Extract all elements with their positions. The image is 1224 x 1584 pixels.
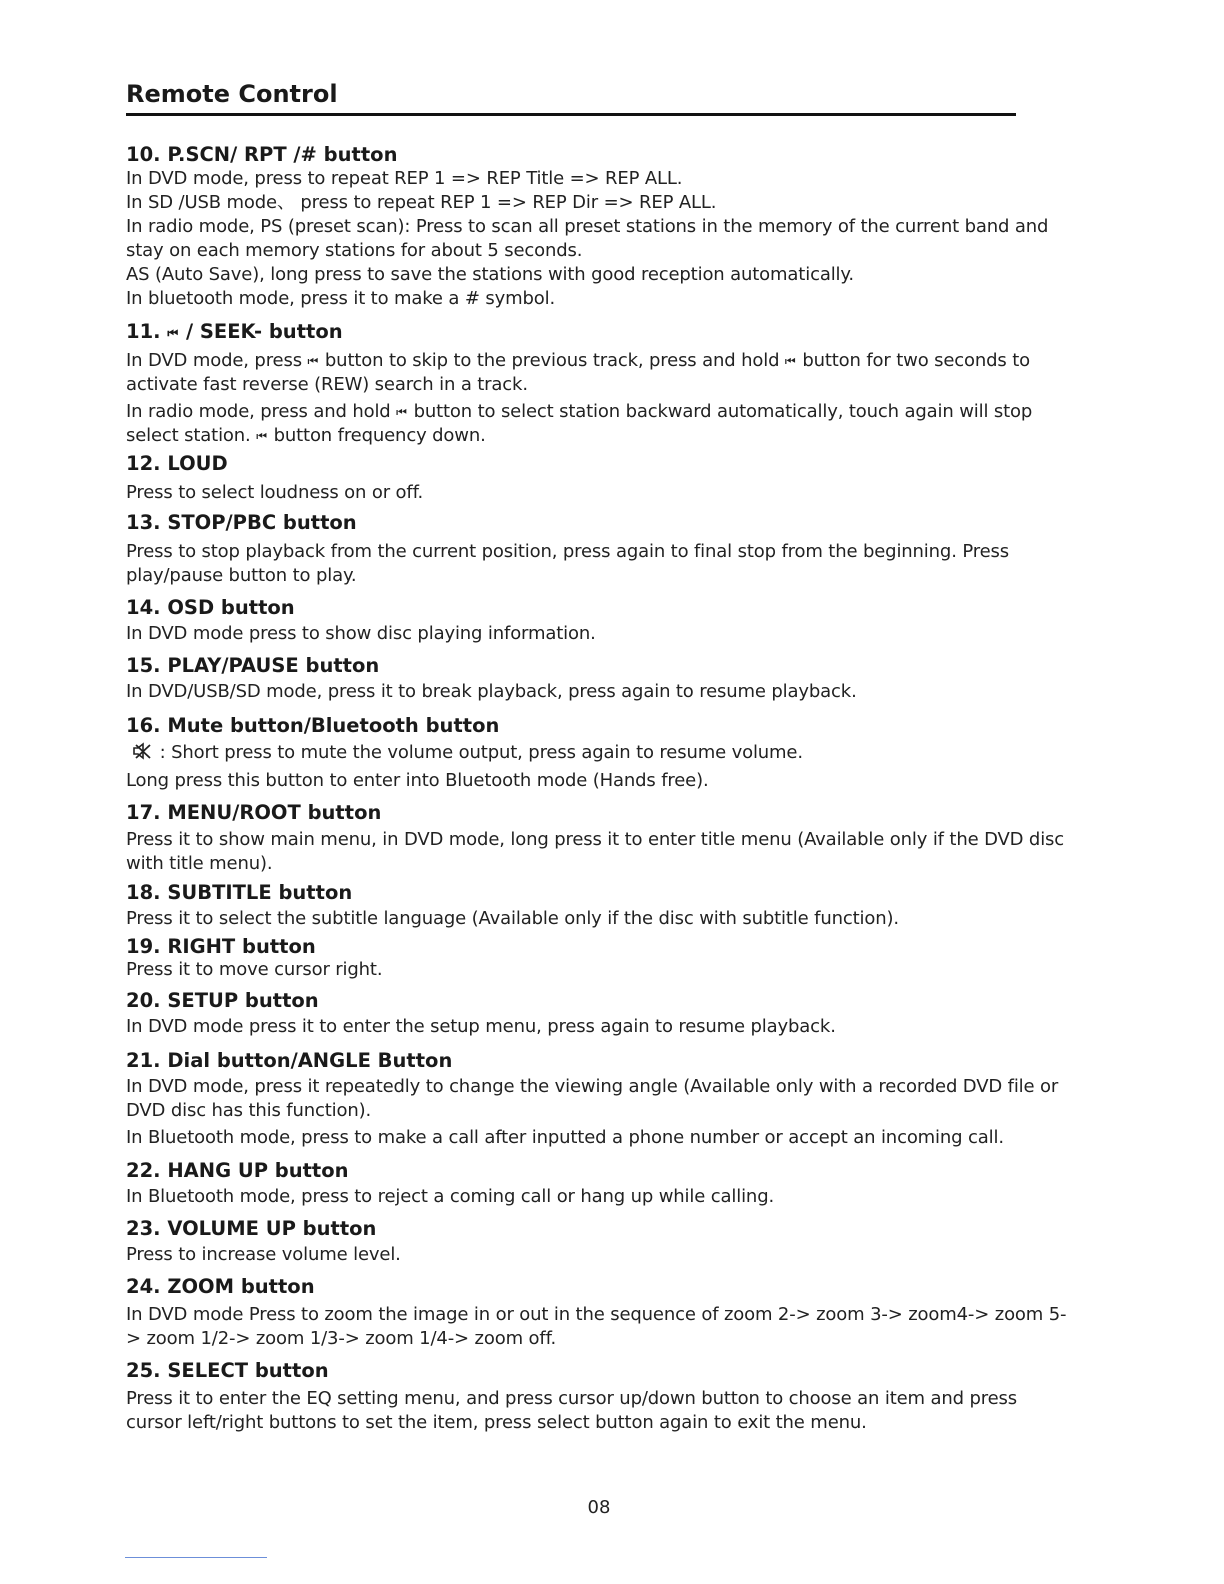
paragraph: Press to select loudness on or off.	[126, 482, 424, 503]
paragraph: In DVD mode press to show disc playing information.	[126, 623, 596, 644]
paragraph: AS (Auto Save), long press to save the stations with good reception automatically.	[126, 264, 854, 285]
section-20	[126, 989, 1076, 1039]
section-heading: 16. Mute button/Bluetooth button	[126, 714, 500, 737]
section-heading: 23. VOLUME UP button	[126, 1217, 377, 1240]
heading-text: / SEEK- button	[185, 320, 343, 343]
paragraph: In radio mode, PS (preset scan): Press to scan all preset stations in the memory of the current band and stay on each memory stations for about 5 seconds.	[126, 216, 1049, 261]
section-10	[126, 143, 1076, 311]
previous-track-icon: ⏮	[167, 326, 177, 340]
text-run: : Short press to mute the volume output, press again to resume volume.	[159, 742, 803, 763]
section-18	[126, 881, 1076, 931]
paragraph: In Bluetooth mode, press to reject a coming call or hang up while calling.	[126, 1186, 775, 1207]
section-24	[126, 1275, 1076, 1351]
section-heading: 24. ZOOM button	[126, 1275, 315, 1298]
paragraph: In SD /USB mode、 press to repeat REP 1 => REP Dir => REP ALL.	[126, 192, 717, 213]
mute-speaker-icon	[132, 742, 154, 760]
section-17	[126, 801, 1076, 876]
section-19	[126, 935, 1076, 982]
section-heading: 18. SUBTITLE button	[126, 881, 353, 904]
paragraph	[126, 741, 1076, 765]
paragraph	[126, 400, 1076, 448]
section-heading: 20. SETUP button	[126, 989, 319, 1012]
paragraph: Press it to select the subtitle language (Available only if the disc with subtitle function).	[126, 908, 899, 929]
paragraph: In bluetooth mode, press it to make a # symbol.	[126, 288, 556, 309]
text-run: button to skip to the previous track, press and hold	[324, 350, 780, 371]
page-title: Remote Control	[126, 80, 338, 108]
text-run: button for two seconds to activate fast reverse (REW) search in a track.	[126, 350, 1031, 395]
text-run: In DVD mode, press	[126, 350, 302, 371]
section-heading: 22. HANG UP button	[126, 1159, 349, 1182]
section-21	[126, 1049, 1076, 1150]
section-heading: 19. RIGHT button	[126, 935, 316, 958]
previous-track-icon: ⏮	[396, 405, 405, 419]
section-12	[126, 452, 1076, 505]
section-13	[126, 511, 1076, 588]
text-run: button to select station backward automatically, touch again will stop select station.	[126, 401, 1033, 446]
text-run: In radio mode, press and hold	[126, 401, 391, 422]
section-25	[126, 1359, 1076, 1435]
section-heading: 17. MENU/ROOT button	[126, 801, 382, 824]
section-heading: 10. P.SCN/ RPT /# button	[126, 143, 398, 166]
paragraph: Long press this button to enter into Bluetooth mode (Hands free).	[126, 770, 709, 791]
paragraph: Press it to show main menu, in DVD mode, long press it to enter title menu (Available only if the DVD disc with title menu).	[126, 829, 1065, 874]
section-heading: 25. SELECT button	[126, 1359, 329, 1382]
page-number: 08	[587, 1497, 611, 1518]
previous-track-icon: ⏮	[307, 354, 317, 368]
section-heading: 12. LOUD	[126, 452, 228, 475]
previous-track-icon: ⏮	[256, 429, 266, 443]
section-heading: 21. Dial button/ANGLE Button	[126, 1049, 453, 1072]
section-heading	[126, 320, 1076, 345]
section-15	[126, 654, 1076, 704]
paragraph: In DVD mode Press to zoom the image in or out in the sequence of zoom 2-> zoom 3-> zoom4-> zoom 5-> zoom 1/2-> zoom 1/3-> zoom 1/4-> zoom off.	[126, 1304, 1067, 1349]
heading-number: 11.	[126, 320, 161, 343]
section-23	[126, 1217, 1076, 1267]
paragraph: Press it to enter the EQ setting menu, and press cursor up/down button to choose an item and press cursor left/right buttons to set the item, press select button again to exit the menu.	[126, 1388, 1017, 1433]
paragraph: Press it to move cursor right.	[126, 959, 383, 980]
section-22	[126, 1159, 1076, 1209]
section-heading: 13. STOP/PBC button	[126, 511, 357, 534]
footer-rule	[125, 1557, 267, 1558]
paragraph: In DVD mode, press it repeatedly to change the viewing angle (Available only with a recorded DVD file or DVD disc has this function).	[126, 1076, 1059, 1121]
section-heading: 15. PLAY/PAUSE button	[126, 654, 380, 677]
section-11	[126, 320, 1076, 448]
section-16	[126, 714, 1076, 793]
paragraph: In DVD mode press it to enter the setup menu, press again to resume playback.	[126, 1016, 836, 1037]
paragraph: Press to stop playback from the current position, press again to final stop from the beginning. Press play/pause button to play.	[126, 541, 1009, 586]
section-heading: 14. OSD button	[126, 596, 295, 619]
paragraph	[126, 349, 1076, 397]
paragraph: In DVD mode, press to repeat REP 1 => REP Title => REP ALL.	[126, 168, 683, 189]
section-14	[126, 596, 1076, 646]
title-rule	[126, 113, 1016, 116]
paragraph: In DVD/USB/SD mode, press it to break playback, press again to resume playback.	[126, 681, 857, 702]
paragraph: In Bluetooth mode, press to make a call after inputted a phone number or accept an incoming call.	[126, 1127, 1004, 1148]
text-run: button frequency down.	[273, 425, 486, 446]
paragraph: Press to increase volume level.	[126, 1244, 401, 1265]
previous-track-icon: ⏮	[784, 354, 794, 368]
